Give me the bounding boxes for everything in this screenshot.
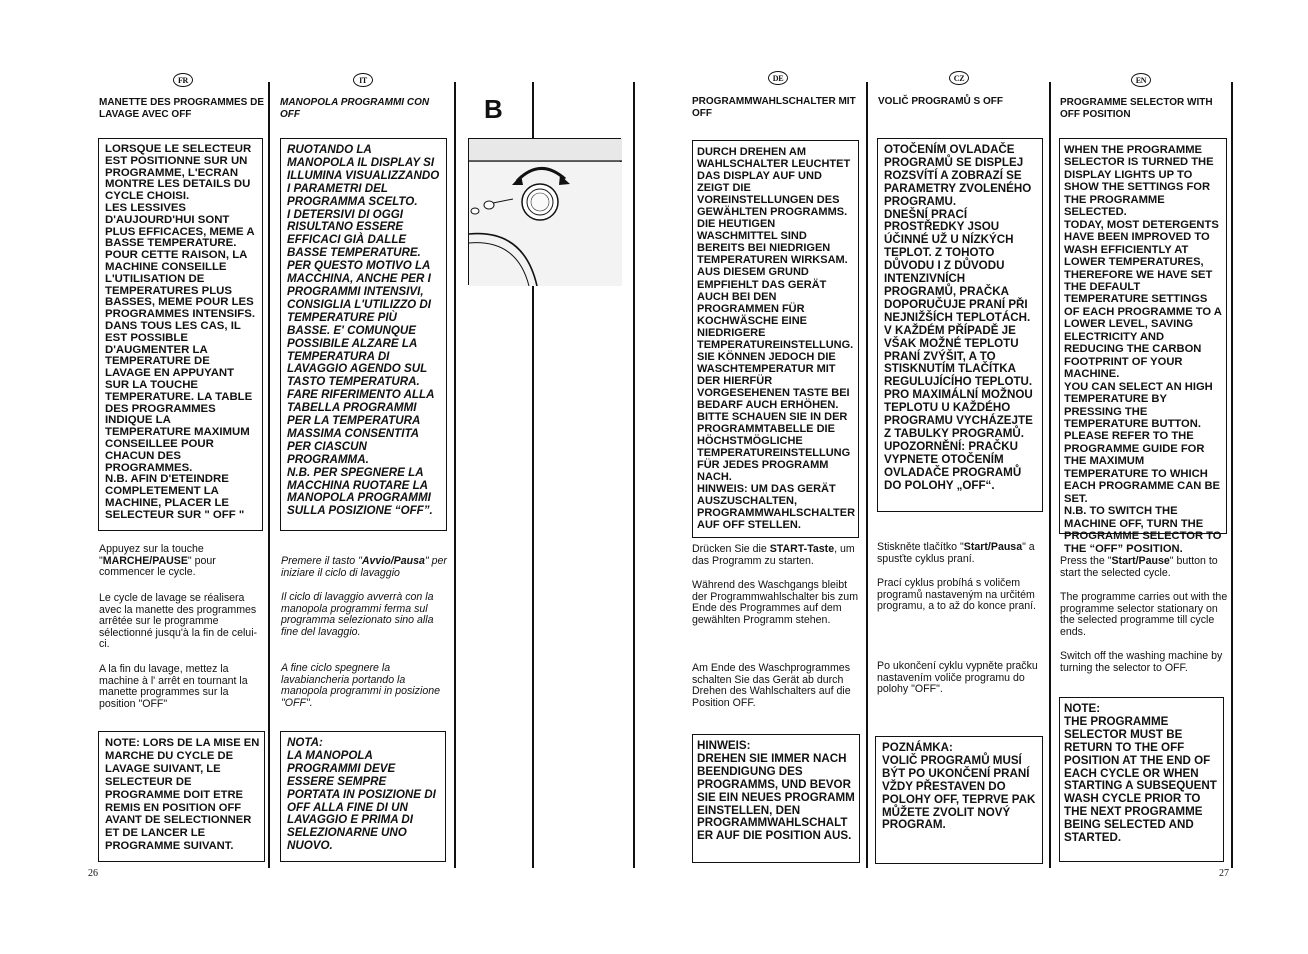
paragraph-start-fr: Appuyez sur la touche "MARCHE/PAUSE" pour commencer le cycle. [99, 543, 216, 579]
column-divider [268, 82, 270, 868]
column-divider [1049, 82, 1051, 868]
note-box-de: HINWEIS: DREHEN SIE IMMER NACH BEENDIGUNG DES PROGRAMMS, UND BEVOR SIE EIN NEUES PROGRAMM EINSTELLEN, DEN PROGRAMMWAHLSCHALT ER AUF DIE POSITION AUS. [692, 734, 860, 863]
info-box-fr: LORSQUE LE SELECTEUR EST POSITIONNE SUR UN PROGRAMME, L'ECRAN MONTRE LES DETAILS DU CYCLE CHOISI. LES LESSIVES D'AUJOURD'HUI SONT PLUS EFFICACES, MEME A BASSE TEMPERATURE. POUR CETTE RAISON, LA MACHINE CONSEILLE L'UTILISATION DE TEMPERATURES PLUS BASSES, MEME POUR LES PROGRAMMES INTENSIFS. DANS TOUS LES CAS, IL EST POSSIBLE D'AUGMENTER LA TEMPERATURE DE LAVAGE EN APPUYANT SUR LA TOUCHE TEMPERATURE. LA TABLE DES PROGRAMMES INDIQUE LA TEMPERATURE MAXIMUM CONSEILLEE POUR CHACUN DES PROGRAMMES. N.B. AFIN D'ETEINDRE COMPLETEMENT LA MACHINE, PLACER LE SELECTEUR SUR " OFF " [98, 138, 263, 531]
column-divider [1231, 82, 1233, 868]
section-heading-it: MANOPOLA PROGRAMMI CON OFF [280, 97, 430, 120]
paragraph-end-fr: A la fin du lavage, mettez la machine à l' arrêt en tournant la manette programmes sur la position "OFF" [99, 663, 248, 710]
info-box-cz: OTOČENÍM OVLADAČE PROGRAMŮ SE DISPLEJ ROZSVÍTÍ A ZOBRAZÍ SE PARAMETRY ZVOLENÉHO PROGRAMU. DNEŠNÍ PRACÍ PROSTŘEDKY JSOU ÚČINNÉ UŽ U NÍZKÝCH TEPLOT. Z TOHOTO DŮVODU I Z DŮVODU INTENZIVNÍCH PROGRAMŮ, PRAČKA DOPORUČUJE PRANÍ PŘI NEJNIŽŠÍCH TEPLOTÁCH. V KAŽDÉM PŘÍPADĚ JE VŠAK MOŽNÉ TEPLOTU PRANÍ ZVÝŠIT, A TO STISKNUTÍM TLAČÍTKA REGULUJÍCÍHO TEPLOTU. PRO MAXIMÁLNÍ MOŽNOU TEPLOTU U KAŽDÉHO PROGRAMU VYCHÁZEJTE Z TABULKY PROGRAMŮ. UPOZORNĚNÍ: PRAČKU VYPNETE OTOČENÍM OVLADAČE PROGRAMŮ DO POLOHY „OFF“. [877, 138, 1043, 512]
section-heading-fr: MANETTE DES PROGRAMMES DE LAVAGE AVEC OFF [99, 97, 265, 120]
paragraph-end-cz: Po ukončení cyklu vypněte pračku nastavením voliče programu do polohy "OFF". [877, 660, 1038, 696]
paragraph-start-cz: Stiskněte tlačítko "Start/Pausa" a spusťte cyklus praní. [877, 541, 1035, 565]
note-box-it: NOTA: LA MANOPOLA PROGRAMMI DEVE ESSERE SEMPRE PORTATA IN POSIZIONE DI OFF ALLA FINE DI UN LAVAGGIO E PRIMA DI SELEZIONARNE UNO NUOVO. [280, 731, 446, 862]
paragraph-cycle-fr: Le cycle de lavage se réalisera avec la manette des programmes arrêtée sur le programme sélectionné jusqu'à la fin de celui-ci. [99, 592, 258, 651]
section-heading-en: PROGRAMME SELECTOR WITH OFF POSITION [1060, 97, 1213, 120]
section-heading-cz: VOLIČ PROGRAMŮ S OFF [878, 96, 1003, 107]
column-divider [866, 82, 868, 868]
language-badge-fr: FR [173, 73, 193, 87]
figure-label: B [484, 94, 503, 124]
paragraph-cycle-it: Il ciclo di lavaggio avverrà con la manopola programmi ferma sul programma selezionato sino alla fine del lavaggio. [281, 591, 434, 638]
section-heading-de: PROGRAMMWAHLSCHALTER MIT OFF [692, 96, 856, 119]
column-divider [454, 82, 456, 868]
language-badge-en: EN [1131, 73, 1151, 87]
paragraph-end-it: A fine ciclo spegnere la lavabiancheria portando la manopola programmi in posizione "OFF". [281, 662, 440, 709]
paragraph-start-de: Drücken Sie die START-Taste, um das Programm zu starten. [692, 543, 855, 567]
paragraph-cycle-cz: Prací cyklus probíhá s voličem programů nastaveným na určitém programu, a to až do konce praní. [877, 577, 1036, 613]
paragraph-start-it: Premere il tasto "Avvio/Pausa" per iniziare il ciclo di lavaggio [281, 555, 447, 579]
paragraph-start-en: Press the "Start/Pause" button to start the selected cycle. [1060, 555, 1218, 579]
paragraph-end-de: Am Ende des Waschprogrammes schalten Sie das Gerät ab durch Drehen des Wahlschalters auf die Position OFF. [692, 662, 851, 709]
washer-dial-illustration [468, 138, 621, 285]
info-box-it: RUOTANDO LA MANOPOLA IL DISPLAY SI ILLUMINA VISUALIZZANDO I PARAMETRI DEL PROGRAMMA SCELTO. I DETERSIVI DI OGGI RISULTANO ESSERE EFFICACI GIÀ DALLE BASSE TEMPERATURE. PER QUESTO MOTIVO LA MACCHINA, ANCHE PER I PROGRAMMI INTENSIVI, CONSIGLIA L'UTILIZZO DI TEMPERATURE PIÙ BASSE. E' COMUNQUE POSSIBILE ALZARE LA TEMPERATURA DI LAVAGGIO AGENDO SUL TASTO TEMPERATURA. FARE RIFERIMENTO ALLA TABELLA PROGRAMMI PER LA TEMPERATURA MASSIMA CONSENTITA PER CIASCUN PROGRAMMA. N.B. PER SPEGNERE LA MACCHINA RUOTARE LA MANOPOLA PROGRAMMI SULLA POSIZIONE “OFF”. [280, 138, 447, 531]
paragraph-end-en: Switch off the washing machine by turning the selector to OFF. [1060, 650, 1223, 674]
column-divider [633, 82, 635, 868]
info-box-de: DURCH DREHEN AM WAHLSCHALTER LEUCHTET DAS DISPLAY AUF UND ZEIGT DIE VOREINSTELLUNGEN DES GEWÄHLTEN PROGRAMMS. DIE HEUTIGEN WASCHMITTEL SIND BEREITS BEI NIEDRIGEN TEMPERATUREN WIRKSAM. AUS DIESEM GRUND EMPFIEHLT DAS GERÄT AUCH BEI DEN PROGRAMMEN FÜR KOCHWÄSCHE EINE NIEDRIGERE TEMPERATUREINSTELLUNG. SIE KÖNNEN JEDOCH DIE WASCHTEMPERATUR MIT DER HIERFÜR VORGESEHENEN TASTE BEI BEDARF AUCH ERHÖHEN. BITTE SCHAUEN SIE IN DER PROGRAMMTABELLE DIE HÖCHSTMÖGLICHE TEMPERATUREINSTELLUNG FÜR JEDES PROGRAMM NACH. HINWEIS: UM DAS GERÄT AUSZUSCHALTEN, PROGRAMMWAHLSCHALTER AUF OFF STELLEN. [692, 140, 859, 538]
paragraph-cycle-de: Während des Waschgangs bleibt der Programmwahlschalter bis zum Ende des Programmes auf dem gewählten Programm stehen. [692, 579, 859, 626]
page-number-left: 26 [88, 868, 98, 879]
info-box-en: WHEN THE PROGRAMME SELECTOR IS TURNED THE DISPLAY LIGHTS UP TO SHOW THE SETTINGS FOR THE PROGRAMME SELECTED. TODAY, MOST DETERGENTS HAVE BEEN IMPROVED TO WASH EFFICIENTLY AT LOWER TEMPERATURES, THEREFORE WE HAVE SET THE DEFAULT TEMPERATURE SETTINGS OF EACH PROGRAMME TO A LOWER LEVEL, SAVING ELECTRICITY AND REDUCING THE CARBON FOOTPRINT OF YOUR MACHINE. YOU CAN SELECT AN HIGH TEMPERATURE BY PRESSING THE TEMPERATURE BUTTON. PLEASE REFER TO THE PROGRAMME GUIDE FOR THE MAXIMUM TEMPERATURE TO WHICH EACH PROGRAMME CAN BE SET. N.B. TO SWITCH THE MACHINE OFF, TURN THE PROGRAMME SELECTOR TO THE “OFF” POSITION. [1059, 138, 1227, 534]
washer-panel-drawing [469, 139, 622, 286]
language-badge-cz: CZ [949, 71, 969, 85]
page-number-right: 27 [1219, 868, 1229, 879]
note-box-fr: NOTE: LORS DE LA MISE EN MARCHE DU CYCLE DE LAVAGE SUIVANT, LE SELECTEUR DE PROGRAMME DOIT ETRE REMIS EN POSITION OFF AVANT DE SELECTIONNER ET DE LANCER LE PROGRAMME SUIVANT. [98, 731, 265, 862]
note-box-en: NOTE: THE PROGRAMME SELECTOR MUST BE RETURN TO THE OFF POSITION AT THE END OF EACH CYCLE OR WHEN STARTING A SUBSEQUENT WASH CYCLE PRIOR TO THE NEXT PROGRAMME BEING SELECTED AND STARTED. [1059, 697, 1224, 862]
language-badge-it: IT [353, 73, 373, 87]
note-box-cz: POZNÁMKA: VOLIČ PROGRAMŮ MUSÍ BÝT PO UKONČENÍ PRANÍ VŽDY PŘESTAVEN DO POLOHY OFF, TEPRVE PAK MŮŽETE ZVOLIT NOVÝ PROGRAM. [875, 736, 1043, 864]
paragraph-cycle-en: The programme carries out with the programme selector stationary on the selected programme till cycle ends. [1060, 591, 1228, 638]
language-badge-de: DE [768, 71, 788, 85]
